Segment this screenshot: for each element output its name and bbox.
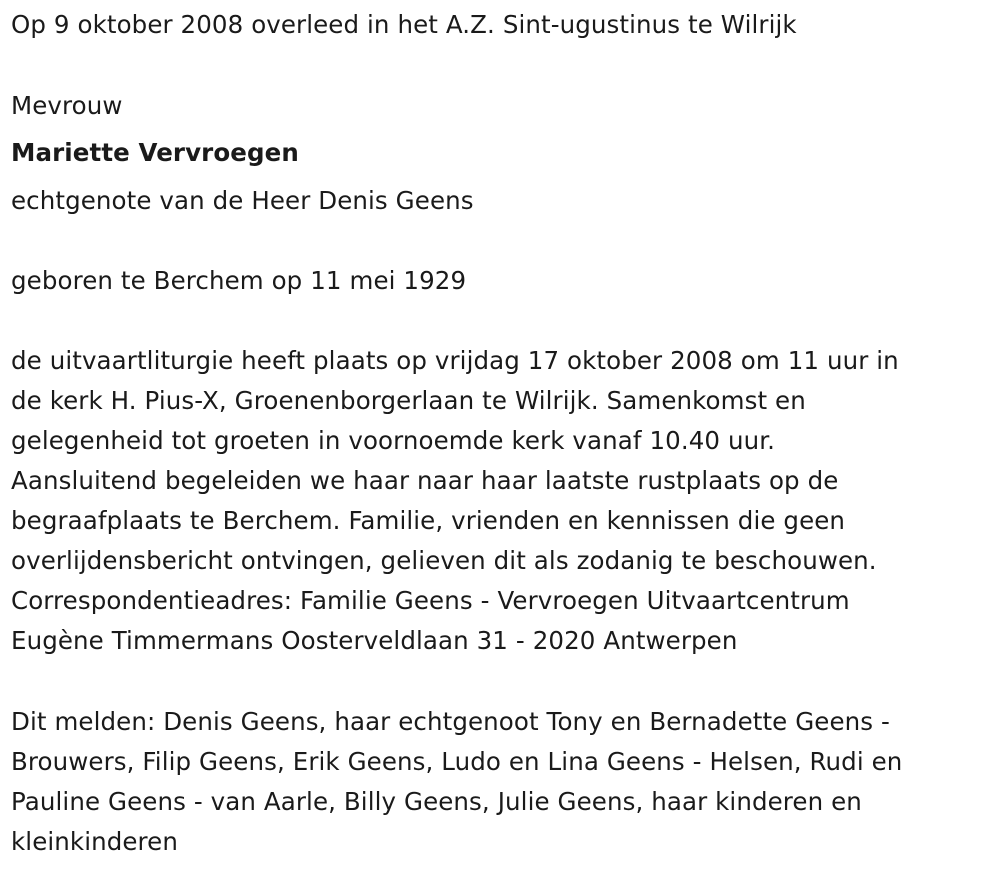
salutation: Mevrouw [11, 91, 123, 120]
announced-by-line: kleinkinderen [11, 827, 178, 856]
funeral-line: gelegenheid tot groeten in voornoemde kerk vanaf 10.40 uur. [11, 426, 776, 455]
announced-by-line: Pauline Geens - van Aarle, Billy Geens, Julie Geens, haar kinderen en [11, 787, 862, 816]
deceased-name: Mariette Vervroegen [11, 138, 299, 167]
funeral-line: overlijdensbericht ontvingen, gelieven dit als zodanig te beschouwen. [11, 546, 877, 575]
funeral-line: Aansluitend begeleiden we haar naar haar laatste rustplaats op de [11, 466, 839, 495]
announced-by-line: Brouwers, Filip Geens, Erik Geens, Ludo en Lina Geens - Helsen, Rudi en [11, 747, 903, 776]
announced-by-line: Dit melden: Denis Geens, haar echtgenoot Tony en Bernadette Geens - [11, 707, 890, 736]
funeral-line: Eugène Timmermans Oosterveldlaan 31 - 2020 Antwerpen [11, 626, 738, 655]
funeral-line: de uitvaartliturgie heeft plaats op vrijdag 17 oktober 2008 om 11 uur in [11, 346, 899, 375]
spouse-line: echtgenote van de Heer Denis Geens [11, 186, 474, 215]
announced-by-paragraph [11, 702, 981, 862]
funeral-paragraph [11, 341, 981, 661]
birth-line: geboren te Berchem op 11 mei 1929 [11, 266, 467, 295]
funeral-line: Correspondentieadres: Familie Geens - Vervroegen Uitvaartcentrum [11, 586, 850, 615]
funeral-line: de kerk H. Pius-X, Groenenborgerlaan te Wilrijk. Samenkomst en [11, 386, 806, 415]
intro-line: Op 9 oktober 2008 overleed in het A.Z. Sint-ugustinus te Wilrijk [11, 10, 797, 39]
funeral-line: begraafplaats te Berchem. Familie, vrienden en kennissen die geen [11, 506, 846, 535]
